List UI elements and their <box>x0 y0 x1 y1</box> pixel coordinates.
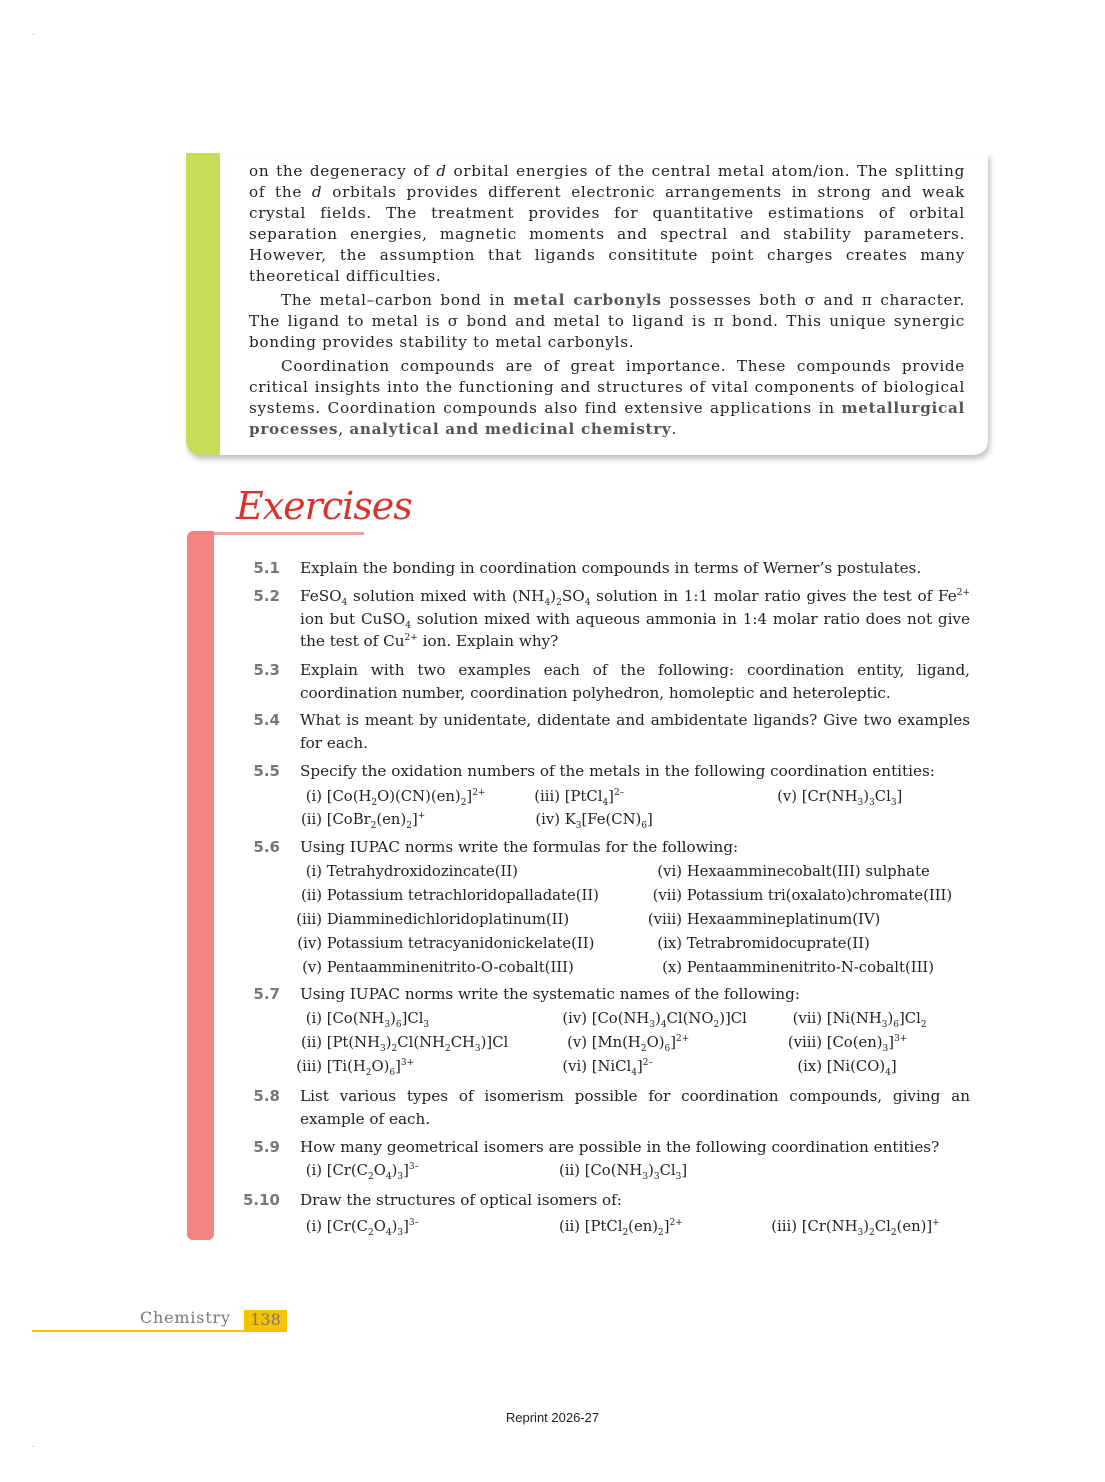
sub-item: (ii) Potassium tetrachloridopalladate(II) <box>300 887 599 904</box>
exercise-number: 5.5 <box>253 762 280 780</box>
exercise-number: 5.6 <box>253 838 280 856</box>
sub-item: (iv) $[Co(NH_3)_4Cl(NO_2)]Cl$ <box>562 1010 747 1030</box>
exercise-text: How many geometrical isomers are possible in the following coordination entities? <box>300 1138 940 1156</box>
sub-item: (iii) $[Ti(H_2O)_6]^{3+}$ <box>296 1058 415 1078</box>
exercise-5-8 <box>230 1085 970 1130</box>
corner-mark: . <box>32 28 35 37</box>
exercise-text: What is meant by unidentate, didentate and ambidentate ligands? Give two examples for each. <box>300 711 970 752</box>
exercise-5-3 <box>230 659 970 704</box>
sub-item: (ii) $[PtCl_2(en)_2]^{2+}$ <box>558 1218 683 1238</box>
sub-item: (viii) Hexaammineplatinum(IV) <box>647 911 881 928</box>
exercise-number: 5.1 <box>253 559 280 577</box>
page-number: 138 <box>244 1310 287 1330</box>
sub-item: (vii) $[Ni(NH_3)_6]Cl_2$ <box>792 1010 927 1030</box>
exercise-text: Explain the bonding in coordination compounds in terms of Werner’s postulates. <box>300 559 922 577</box>
summary-box <box>186 153 988 455</box>
exercises-side-bar <box>187 531 214 1240</box>
sub-item: (i) $[Cr(C_2O_4)_3]^{3-}$ <box>305 1162 420 1182</box>
exercise-text: List various types of isomerism possible for coordination compounds, giving an example of each. <box>300 1087 970 1128</box>
exercise-5-1 <box>230 557 970 580</box>
sub-item: (v) Pentaamminenitrito-O-cobalt(III) <box>302 959 574 976</box>
sub-item: (ix) $[Ni(CO)_4]$ <box>797 1058 897 1078</box>
exercise-5-4 <box>230 709 970 754</box>
reprint-note: Reprint 2026-27 <box>505 1410 600 1425</box>
exercise-5-7 <box>230 983 970 1006</box>
sub-item: (i) $[Co(NH_3)_6]Cl_3$ <box>305 1010 430 1030</box>
sub-item: (iii) $[Cr(NH_3)_2Cl_2(en)]^+$ <box>771 1218 940 1238</box>
sub-item: (ii) $[Pt(NH_3)_2Cl(NH_2CH_3)]Cl$ <box>300 1034 509 1054</box>
exercise-number: 5.8 <box>253 1087 280 1105</box>
summary-text <box>249 161 965 440</box>
summary-accent-strip <box>186 153 220 455</box>
sub-item: (ii) $[CoBr_2(en)_2]^+$ <box>300 811 426 831</box>
keyword: metal carbonyls <box>513 291 662 309</box>
summary-paragraph: on the degeneracy of d orbital energies of the central metal atom/ion. The splitting of the d orbitals provides different electronic arrangements in strong and weak crystal fields. The treatment provides for quantitative estimations of orbital separation energies, magnetic moments and spectral and stability parameters. However, the assumption that ligands consititute point charges creates many theoretical difficulties. <box>249 162 965 285</box>
sub-item: (vii) Potassium tri(oxalato)chromate(III) <box>652 887 953 904</box>
keyword: analytical and medicinal chemistry <box>349 420 672 438</box>
sub-item: (i) $[Cr(C_2O_4)_3]^{3-}$ <box>305 1218 420 1238</box>
exercise-text: Using IUPAC norms write the systematic names of the following: <box>300 985 801 1003</box>
exercise-number: 5.9 <box>253 1138 280 1156</box>
corner-mark: . <box>32 1440 35 1449</box>
sub-item: (vi) Hexaamminecobalt(III) sulphate <box>657 863 930 880</box>
exercise-number: 5.10 <box>242 1191 280 1209</box>
sub-item: (x) Pentaamminenitrito-N-cobalt(III) <box>662 959 935 976</box>
exercise-text: Explain with two examples each of the following: coordination entity, ligand, coordination number, coordination polyhedron, homoleptic and heteroleptic. <box>300 661 970 702</box>
footer-subject: Chemistry <box>140 1308 231 1327</box>
sub-item: (iii) [PtCl$_4$]$^{2-}$ <box>534 788 625 808</box>
sub-item: (iv) Potassium tetracyanidonickelate(II) <box>297 935 595 952</box>
exercise-number: 5.4 <box>253 711 280 729</box>
sub-item: (i) Tetrahydroxidozincate(II) <box>305 863 518 880</box>
exercise-number: 5.7 <box>253 985 280 1003</box>
exercise-5-6 <box>230 836 970 859</box>
heading-underline <box>212 532 364 535</box>
summary-paragraph: Coordination compounds are of great importance. These compounds provide critical insights into the functioning and structures of vital components of biological systems. Coordination compounds also find extensive applications in metallurgical processes, analytical and medicinal chemistry. <box>249 357 965 438</box>
exercise-number: 5.3 <box>253 661 280 679</box>
exercise-5-9 <box>230 1136 970 1159</box>
exercise-5-10 <box>230 1189 970 1212</box>
exercise-text: Draw the structures of optical isomers of: <box>300 1191 622 1209</box>
exercises-heading: Exercises <box>236 484 412 528</box>
exercise-text: FeSO$_4$ solution mixed with $(NH_4)_2SO_4$ solution in 1:1 molar ratio gives the test of $Fe^{2+}$ ion but CuSO$_4$ solution mixed with aqueous ammonia in 1:4 molar ratio does not give the test of $Cu^{2+}$ ion. Explain why? <box>300 587 970 650</box>
sub-item: (v) $[Mn(H_2O)_6]^{2+}$ <box>567 1034 690 1054</box>
exercise-text: Specify the oxidation numbers of the metals in the following coordination entities: <box>300 762 935 780</box>
exercise-number: 5.2 <box>253 587 280 605</box>
sub-item: (iv) $K_3[Fe(CN)_6]$ <box>535 811 653 831</box>
exercise-5-5 <box>230 760 970 783</box>
exercise-5-2 <box>230 585 970 653</box>
summary-paragraph: The metal–carbon bond in metal carbonyls possesses both σ and π character. The ligand to metal is σ bond and metal to ligand is π bond. This unique synergic bonding provides stability to metal carbonyls. <box>249 291 966 351</box>
keyword: metallurgical processes <box>249 399 965 438</box>
sub-item: (ii) $[Co(NH_3)_3Cl_3]$ <box>558 1162 688 1182</box>
sub-item: (v) $[Cr(NH_3)_3Cl_3]$ <box>777 788 903 808</box>
footer-rule <box>32 1330 287 1332</box>
sub-item: (iii) Diamminedichloridoplatinum(II) <box>296 911 570 928</box>
sub-item: (viii) $[Co(en)_3]^{3+}$ <box>787 1034 908 1054</box>
sub-item: (i) $[Co(H_2O)(CN)(en)_2]^{2+}$ <box>305 788 486 808</box>
sub-item: (ix) Tetrabromidocuprate(II) <box>657 935 870 952</box>
exercise-text: Using IUPAC norms write the formulas for the following: <box>300 838 739 856</box>
sub-item: (vi) [NiCl$_4$]$^{2-}$ <box>562 1058 653 1078</box>
